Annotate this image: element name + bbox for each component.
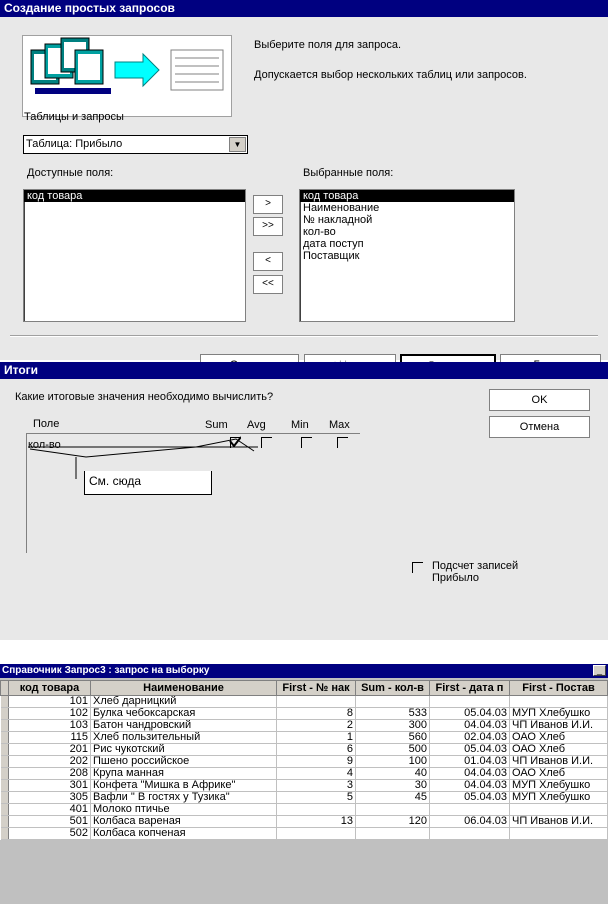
row-selector-header — [1, 681, 9, 696]
table-cell[interactable]: 500 — [356, 744, 430, 756]
table-cell[interactable]: Булка чебоксарская — [91, 708, 277, 720]
table-cell[interactable]: 301 — [9, 780, 91, 792]
table-cell[interactable]: Пшено российское — [91, 756, 277, 768]
table-cell[interactable]: 05.04.03 — [430, 792, 510, 804]
table-row[interactable] — [1, 828, 608, 840]
table-cell[interactable]: Конфета "Мишка в Африке" — [91, 780, 277, 792]
list-item[interactable]: Поставщик — [303, 250, 360, 262]
table-cell[interactable] — [430, 804, 510, 816]
table-cell[interactable]: 05.04.03 — [430, 708, 510, 720]
table-cell[interactable]: ОАО Хлеб — [510, 744, 608, 756]
wizard-illustration-icon — [22, 35, 232, 117]
table-cell[interactable]: Крупа манная — [91, 768, 277, 780]
table-cell[interactable] — [510, 828, 608, 840]
table-cell[interactable]: ОАО Хлеб — [510, 768, 608, 780]
row-selector[interactable] — [1, 720, 9, 732]
table-cell[interactable]: 05.04.03 — [430, 744, 510, 756]
available-fields-list[interactable] — [23, 189, 246, 322]
wizard-intro-line2: Допускается выбор нескольких таблиц или запросов. — [254, 69, 527, 81]
table-cell[interactable]: Батон чандровский — [91, 720, 277, 732]
datasheet-table — [0, 680, 608, 840]
totals-cancel-button[interactable]: Отмена — [489, 416, 590, 438]
wizard-title: Создание простых запросов — [0, 0, 608, 17]
totals-dialog — [0, 362, 608, 640]
wizard-separator — [10, 335, 598, 337]
column-header-max: Max — [329, 419, 350, 431]
column-header-field: Поле — [33, 418, 60, 430]
row-selector[interactable] — [1, 708, 9, 720]
table-cell[interactable]: Молоко птичье — [91, 804, 277, 816]
row-selector[interactable] — [1, 804, 9, 816]
table-cell[interactable]: 501 — [9, 816, 91, 828]
table-cell[interactable] — [277, 828, 356, 840]
column-header[interactable]: Наименование — [91, 681, 277, 696]
remove-all-fields-button[interactable]: << — [253, 275, 283, 294]
table-cell[interactable]: МУП Хлебушко — [510, 792, 608, 804]
table-cell[interactable]: Колбаса вареная — [91, 816, 277, 828]
table-cell[interactable] — [510, 804, 608, 816]
table-cell[interactable] — [277, 696, 356, 708]
table-select-value: Таблица: Прибыло — [26, 138, 123, 150]
table-cell[interactable]: 101 — [9, 696, 91, 708]
table-cell[interactable] — [356, 828, 430, 840]
table-cell[interactable]: 45 — [356, 792, 430, 804]
totals-question: Какие итоговые значения необходимо вычислить? — [15, 391, 274, 403]
table-cell[interactable]: 02.04.03 — [430, 732, 510, 744]
remove-field-button[interactable]: < — [253, 252, 283, 271]
field-name: кол-во — [28, 439, 61, 451]
tables-queries-label: Таблицы и запросы — [24, 111, 124, 123]
count-records-checkbox[interactable] — [412, 562, 423, 573]
table-cell[interactable]: 04.04.03 — [430, 768, 510, 780]
table-cell[interactable]: 04.04.03 — [430, 780, 510, 792]
available-fields-label: Доступные поля: — [27, 167, 114, 179]
table-cell[interactable] — [430, 828, 510, 840]
column-header[interactable]: First - дата п — [430, 681, 510, 696]
table-row[interactable] — [1, 816, 608, 828]
table-cell[interactable]: Хлеб пользительный — [91, 732, 277, 744]
table-cell[interactable]: ОАО Хлеб — [510, 732, 608, 744]
row-selector[interactable] — [1, 696, 9, 708]
totals-title: Итоги — [0, 362, 608, 379]
chevron-down-icon[interactable]: ▼ — [229, 137, 246, 152]
selected-fields-list[interactable] — [299, 189, 515, 322]
column-header[interactable]: First - № нак — [277, 681, 356, 696]
table-cell[interactable]: 208 — [9, 768, 91, 780]
table-cell[interactable] — [356, 696, 430, 708]
header-row — [1, 681, 608, 696]
table-cell[interactable]: 4 — [277, 768, 356, 780]
table-row[interactable] — [1, 720, 608, 732]
list-item[interactable]: код товара — [24, 190, 245, 202]
table-cell[interactable]: 300 — [356, 720, 430, 732]
column-header-min: Min — [291, 419, 309, 431]
column-header[interactable]: код товара — [9, 681, 91, 696]
query-title: Справочник Запрос3 : запрос на выборку — [0, 664, 608, 678]
row-selector[interactable] — [1, 756, 9, 768]
table-cell[interactable]: 103 — [9, 720, 91, 732]
table-cell[interactable]: МУП Хлебушко — [510, 780, 608, 792]
see-here-note: См. сюда — [84, 471, 212, 495]
table-cell[interactable]: ЧП Иванов И.И. — [510, 816, 608, 828]
table-cell[interactable] — [510, 696, 608, 708]
table-row[interactable] — [1, 804, 608, 816]
table-row[interactable] — [1, 708, 608, 720]
table-cell[interactable]: 305 — [9, 792, 91, 804]
table-cell[interactable]: 04.04.03 — [430, 720, 510, 732]
table-cell[interactable]: 401 — [9, 804, 91, 816]
add-all-fields-button[interactable]: >> — [253, 217, 283, 236]
sum-checkbox[interactable] — [230, 437, 241, 448]
list-item[interactable]: Наименование — [303, 202, 380, 214]
list-item[interactable]: кол-во — [303, 226, 336, 238]
table-row[interactable] — [1, 744, 608, 756]
list-item[interactable]: дата поступ — [303, 238, 364, 250]
query-datasheet-window — [0, 664, 608, 904]
list-item[interactable]: код товара — [300, 190, 514, 202]
table-cell[interactable]: 115 — [9, 732, 91, 744]
ok-button[interactable]: OK — [489, 389, 590, 411]
column-header-avg: Avg — [247, 419, 266, 431]
table-cell[interactable]: 202 — [9, 756, 91, 768]
table-cell[interactable]: 100 — [356, 756, 430, 768]
table-row[interactable] — [1, 756, 608, 768]
row-selector[interactable] — [1, 816, 9, 828]
column-header[interactable]: First - Постав — [510, 681, 608, 696]
table-cell[interactable]: 3 — [277, 780, 356, 792]
table-cell[interactable]: 1 — [277, 732, 356, 744]
table-cell[interactable] — [430, 696, 510, 708]
table-cell[interactable]: 6 — [277, 744, 356, 756]
check-icon — [229, 436, 241, 448]
table-cell[interactable]: 201 — [9, 744, 91, 756]
add-field-button[interactable]: > — [253, 195, 283, 214]
table-row[interactable] — [1, 768, 608, 780]
column-header-sum: Sum — [205, 419, 228, 431]
table-cell[interactable]: 30 — [356, 780, 430, 792]
table-cell[interactable]: 9 — [277, 756, 356, 768]
list-item[interactable]: № накладной — [303, 214, 373, 226]
table-cell[interactable]: Вафли " В гостях у Тузика" — [91, 792, 277, 804]
min-checkbox[interactable] — [301, 437, 312, 448]
table-cell[interactable]: 06.04.03 — [430, 816, 510, 828]
table-cell[interactable]: 13 — [277, 816, 356, 828]
row-selector[interactable] — [1, 768, 9, 780]
table-row[interactable] — [1, 792, 608, 804]
wizard-intro-line1: Выберите поля для запроса. — [254, 39, 402, 51]
table-select[interactable] — [23, 135, 248, 154]
table-cell[interactable]: ЧП Иванов И.И. — [510, 756, 608, 768]
count-records-label: Подсчет записей Прибыло — [432, 560, 519, 584]
table-cell[interactable]: 2 — [277, 720, 356, 732]
table-cell[interactable]: 8 — [277, 708, 356, 720]
selected-fields-label: Выбранные поля: — [303, 167, 394, 179]
table-cell[interactable]: 5 — [277, 792, 356, 804]
wizard-body — [0, 17, 608, 360]
row-selector[interactable] — [1, 780, 9, 792]
table-cell[interactable]: ЧП Иванов И.И. — [510, 720, 608, 732]
minimize-button[interactable]: _ — [593, 665, 606, 676]
table-cell[interactable]: 533 — [356, 708, 430, 720]
table-cell[interactable]: 502 — [9, 828, 91, 840]
row-selector[interactable] — [1, 828, 9, 840]
row-selector[interactable] — [1, 744, 9, 756]
table-cell[interactable] — [277, 804, 356, 816]
table-cell[interactable]: МУП Хлебушко — [510, 708, 608, 720]
table-cell[interactable]: 102 — [9, 708, 91, 720]
simple-query-wizard — [0, 0, 608, 360]
table-row[interactable] — [1, 780, 608, 792]
table-cell[interactable]: 120 — [356, 816, 430, 828]
avg-checkbox[interactable] — [261, 437, 272, 448]
table-cell[interactable]: 560 — [356, 732, 430, 744]
table-row[interactable] — [1, 696, 608, 708]
table-row[interactable] — [1, 732, 608, 744]
totals-body — [0, 379, 608, 640]
max-checkbox[interactable] — [337, 437, 348, 448]
table-cell[interactable]: Рис чукотский — [91, 744, 277, 756]
row-selector[interactable] — [1, 792, 9, 804]
table-cell[interactable]: 40 — [356, 768, 430, 780]
table-cell[interactable]: Колбаса копченая — [91, 828, 277, 840]
table-cell[interactable]: 01.04.03 — [430, 756, 510, 768]
table-cell[interactable]: Хлеб дарницкий — [91, 696, 277, 708]
table-cell[interactable] — [356, 804, 430, 816]
row-selector[interactable] — [1, 732, 9, 744]
column-header[interactable]: Sum - кол-в — [356, 681, 430, 696]
